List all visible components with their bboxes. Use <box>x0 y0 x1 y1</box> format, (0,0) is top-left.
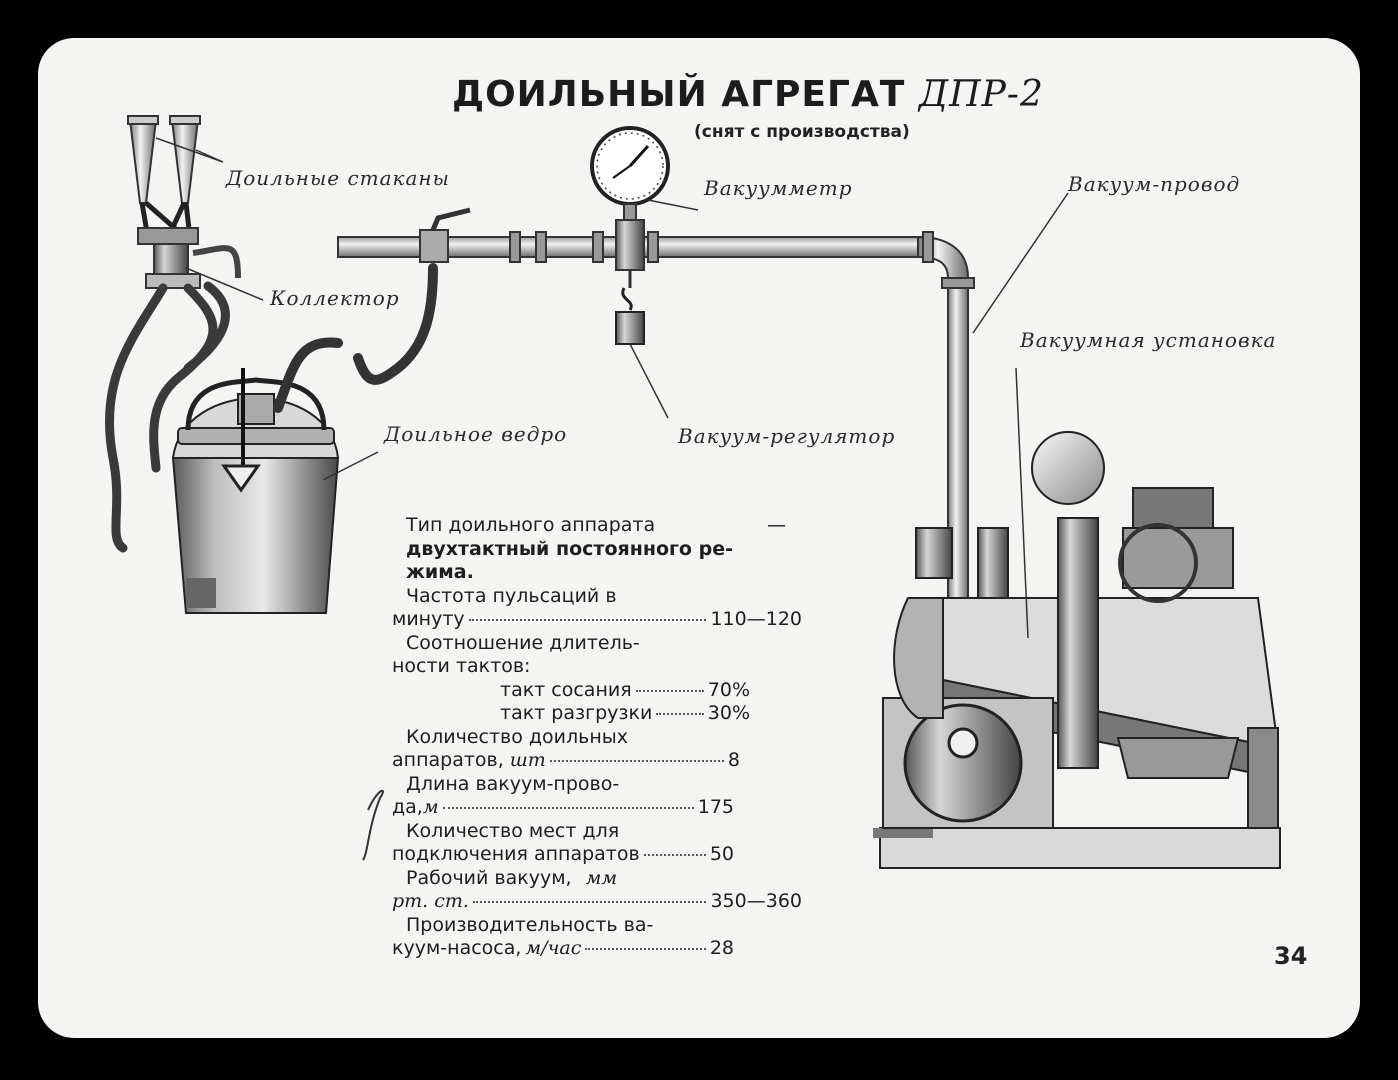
spec-vacuum-unit-1: мм <box>585 866 618 889</box>
title-model: ДПР-2 <box>918 74 1044 115</box>
spec-type-dash: — <box>767 514 786 536</box>
spec-vacuum <box>392 890 802 914</box>
label-vacuum-line: Вакуум-провод <box>1068 172 1241 196</box>
spec-type-value-1: двухтактный постоянного ре- <box>406 537 733 560</box>
specifications <box>392 514 802 961</box>
spec-places-label-2: подключения аппаратов <box>392 843 640 865</box>
spec-pulse-label-2: минуту <box>392 608 465 630</box>
spec-vacuum-label-text: Рабочий вакуум, <box>406 866 572 889</box>
label-vacuum-regulator: Вакуум-регулятор <box>678 424 896 448</box>
collector <box>146 244 238 288</box>
spec-rest-label: такт разгрузки <box>500 702 653 724</box>
label-milking-cups: Доильные стаканы <box>226 166 450 190</box>
milking-cups <box>128 116 200 244</box>
spec-performance-value: 28 <box>709 937 734 959</box>
spec-places-label: Количество мест для <box>406 819 620 842</box>
spec-count-value: 8 <box>727 749 740 771</box>
spec-vacuum-value: 350—360 <box>710 890 802 912</box>
spec-vacuum-label <box>392 867 802 891</box>
page-number: 34 <box>1274 942 1308 970</box>
subtitle: (снят с производства) <box>694 122 910 142</box>
spec-ratio-label: Соотношение длитель- <box>406 631 640 654</box>
label-vacuum-unit: Вакуумная установка <box>1020 328 1277 352</box>
spec-count-label: Количество доильных <box>406 725 629 748</box>
spec-length-value: 175 <box>697 796 734 818</box>
label-vacuummeter: Вакуумметр <box>704 176 853 200</box>
spec-type <box>392 514 802 538</box>
spec-count-unit: шт <box>509 749 546 771</box>
spec-performance-unit: м/час <box>525 937 582 959</box>
spec-vacuum-unit-2: рт. ст. <box>392 890 469 912</box>
spec-count-label-2: аппаратов, <box>392 749 504 771</box>
spec-ratio-label-2: ности тактов: <box>392 655 531 677</box>
spec-type-label: Тип доильного аппарата <box>406 514 656 536</box>
spec-suck-label: такт сосания <box>500 678 632 701</box>
spec-length-label: Длина вакуум-прово- <box>406 772 620 795</box>
spec-performance-label-2: куум-насоса, <box>392 937 522 959</box>
page-title <box>452 74 1044 115</box>
spec-length-label-2: да, <box>392 796 423 818</box>
vacuum-unit <box>873 368 1280 868</box>
spec-pulse <box>392 608 802 632</box>
spec-suck-value: 70% <box>707 678 750 701</box>
spec-pulse-value: 110—120 <box>710 608 802 630</box>
spec-places-value: 50 <box>709 843 734 865</box>
spec-places <box>392 843 734 867</box>
spec-performance <box>392 937 734 961</box>
spec-performance-label: Производительность ва- <box>406 913 654 936</box>
milking-pail <box>173 368 338 613</box>
label-milking-pail: Доильное ведро <box>384 422 568 446</box>
title-main-text: ДОИЛЬНЫЙ АГРЕГАТ <box>452 74 906 115</box>
spec-rest <box>392 702 750 726</box>
spec-type-value-2: жима. <box>406 561 474 583</box>
spec-length <box>392 796 734 820</box>
label-collector: Коллектор <box>270 286 400 310</box>
vacuum-gauge <box>592 128 668 288</box>
vacuum-regulator <box>616 288 644 344</box>
slide <box>38 38 1360 1038</box>
spec-pulse-label: Частота пульсаций в <box>406 584 617 607</box>
spec-suck <box>392 679 750 703</box>
spec-length-unit: м <box>422 796 439 818</box>
spec-rest-value: 30% <box>707 702 750 724</box>
spec-count <box>392 749 740 773</box>
